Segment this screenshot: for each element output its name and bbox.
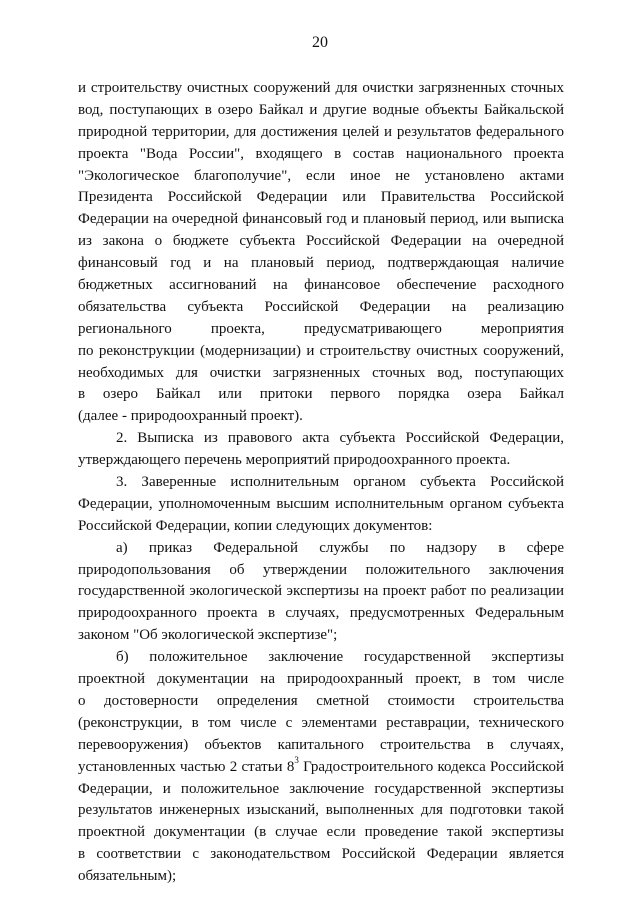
text-line: (реконструкции, в том числе с элементами реставрации, технического xyxy=(78,714,564,731)
text-line: (далее - природоохранный проект). xyxy=(78,408,303,425)
text-line: необходимых для очистки загрязненных сточных вод, поступающих xyxy=(78,364,564,381)
text-line: установленных частью 2 статьи $8^3$ Градостроительного кодекса Российской xyxy=(78,754,564,775)
text-line: бюджетных ассигнований на финансовое обеспечение расходного xyxy=(78,277,564,294)
text-line: государственной экологической экспертизы на проект работ по реализации xyxy=(78,583,564,600)
text-line: регионального проекта, предусматривающего мероприятия xyxy=(78,320,564,337)
text-line: законом "Об экологической экспертизе"; xyxy=(78,627,338,644)
text-line: природоохранного проекта в случаях, предусмотренных Федеральным xyxy=(78,605,564,622)
text-line: Федерации, и положительное заключение государственной экспертизы xyxy=(78,780,564,797)
text-line: в озеро Байкал или притоки первого порядка озера Байкал xyxy=(78,386,564,403)
text-line: природопользования об утверждении положительного заключения xyxy=(78,561,564,578)
text-line: и строительству очистных сооружений для очистки загрязненных сточных xyxy=(78,80,564,96)
text-line: б) положительное заключение государственной экспертизы xyxy=(116,649,564,666)
page-number: 20 xyxy=(312,34,328,51)
text-line: финансовый год и на плановый период, подтверждающая наличие xyxy=(78,255,564,272)
text-line: 2. Выписка из правового акта субъекта Российской Федерации, xyxy=(116,430,564,447)
text-line: Российской Федерации, копии следующих документов: xyxy=(78,517,433,534)
text-line: обязательства субъекта Российской Федерации на реализацию xyxy=(78,298,564,315)
text-line: из закона о бюджете субъекта Российской Федерации на очередной xyxy=(78,233,564,250)
text-line: "Экологическое благополучие", если иное не установлено актами xyxy=(78,167,564,184)
superscript: 3 xyxy=(294,754,299,765)
text-line: проектной документации (в случае если проведение такой экспертизы xyxy=(78,824,564,841)
text-line: проекта "Вода России", входящего в состав национального проекта xyxy=(78,145,564,162)
text-line: Федерации, уполномоченным высшим исполнительным органом субъекта xyxy=(78,495,564,512)
text-line: а) приказ Федеральной службы по надзору в сфере xyxy=(116,539,564,556)
text-line: Президента Российской Федерации или Правительства Российской xyxy=(78,189,564,206)
text-line: перевооружения) объектов капитального строительства в случаях, xyxy=(78,736,564,753)
text-line: природной территории, для достижения целей и результатов федерального xyxy=(78,123,564,140)
text-line: обязательным); xyxy=(78,868,177,885)
text-line: в соответствии с законодательством Российской Федерации является xyxy=(78,846,564,863)
text-line: вод, поступающих в озеро Байкал и другие водные объекты Байкальской xyxy=(78,101,564,118)
document-body xyxy=(78,78,564,888)
text-line: Федерации на очередной финансовый год и плановый период, или выписка xyxy=(78,211,564,228)
text-line: о достоверности определения сметной стоимости строительства xyxy=(78,692,564,709)
text-line: проектной документации на природоохранный проект, в том числе xyxy=(78,671,564,688)
text-line: по реконструкции (модернизации) и строительству очистных сооружений, xyxy=(78,342,564,359)
text-line: утверждающего перечень мероприятий природоохранного проекта. xyxy=(78,452,511,469)
text-line: результатов инженерных изысканий, выполненных для подготовки такой xyxy=(78,802,564,819)
text-line: 3. Заверенные исполнительным органом субъекта Российской xyxy=(116,474,564,491)
